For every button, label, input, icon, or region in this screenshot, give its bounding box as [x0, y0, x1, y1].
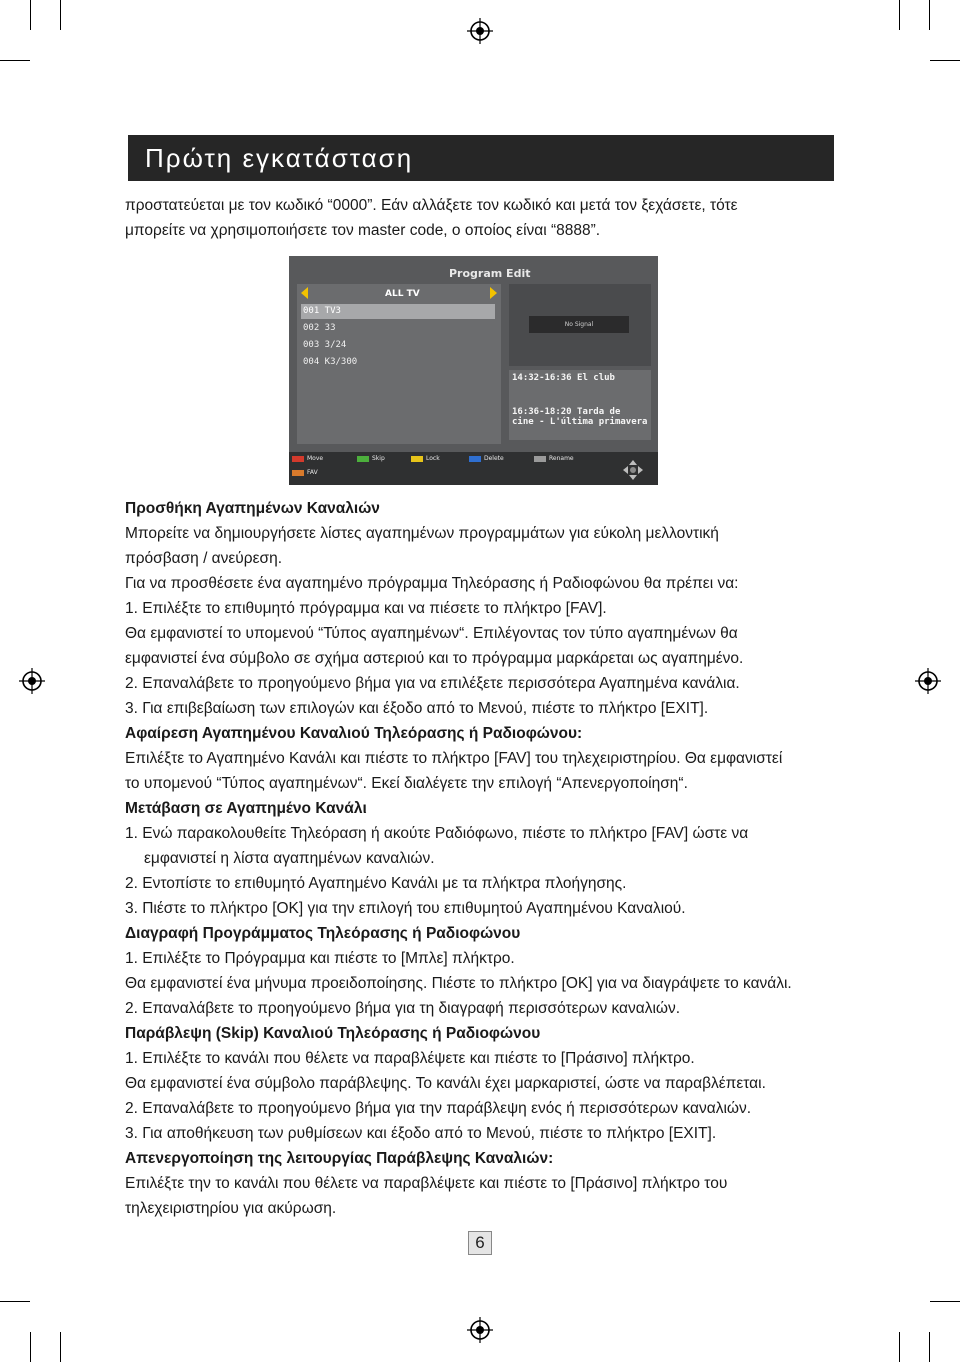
text-line: 2. Επαναλάβετε το προηγούμενο βήμα για την παράβλεψη ενός ή περισσότερων καναλιών. [125, 1100, 752, 1117]
menu-key-icon [534, 456, 546, 462]
crop-mark [930, 1301, 960, 1302]
registration-mark-icon [19, 668, 45, 694]
section-heading: Αφαίρεση Αγαπημένου Καναλιού Τηλεόρασης ή Ραδιοφώνου: [125, 725, 583, 742]
hint-delete: Delete [469, 455, 504, 462]
screenshot-title: Program Edit [449, 267, 531, 280]
text-line: Θα εμφανιστεί το υπομενού “Τύπος αγαπημένων“. Επιλέγοντας τον τύπο αγαπημένων θα [125, 625, 738, 642]
text-line: το υπομενού “Τύπος αγαπημένων“. Εκεί διαλέγετε την επιλογή “Απενεργοποίηση“. [125, 775, 688, 792]
crop-mark [0, 1301, 30, 1302]
section-heading: Απενεργοποίηση της λειτουργίας Παράβλεψης Καναλιών: [125, 1150, 554, 1167]
text-line: εμφανιστεί ένα σύμβολο σε σχήμα αστεριού και το πρόγραμμα μαρκάρεται ως αγαπημένο. [125, 650, 744, 667]
text-line: Μπορείτε να δημιουργήσετε λίστες αγαπημένων προγραμμάτων για εύκολη μελλοντική [125, 525, 719, 542]
key-hint-bar [289, 452, 658, 485]
intro-paragraph [125, 193, 865, 243]
crop-mark [0, 60, 30, 61]
section-header [128, 135, 834, 181]
text-line: εμφανιστεί η λίστα αγαπημένων καναλιών. [144, 850, 435, 867]
hint-fav: FAV [292, 469, 318, 476]
channel-list-panel [297, 284, 501, 444]
text-line: 1. Επιλέξτε το επιθυμητό πρόγραμμα και να πιέσετε το πλήκτρο [FAV]. [125, 600, 607, 617]
blue-key-icon [469, 456, 481, 462]
dpad-icon [623, 460, 643, 480]
crop-mark [60, 0, 61, 30]
section-heading: Διαγραφή Προγράμματος Τηλεόρασης ή Ραδιοφώνου [125, 925, 521, 942]
crop-mark [30, 0, 31, 30]
green-key-icon [357, 456, 369, 462]
text-line: 1. Επιλέξτε το Πρόγραμμα και πιέστε το [Μπλε] πλήκτρο. [125, 950, 515, 967]
page-title: Πρώτη εγκατάσταση [145, 143, 414, 173]
epg-now: 14:32-16:36 El club [512, 373, 615, 383]
hint-move: Move [292, 455, 323, 462]
epg-next: cine - L'última primavera [512, 417, 648, 427]
crop-mark [60, 1332, 61, 1362]
crop-mark [899, 0, 900, 30]
text-line: 3. Για επιβεβαίωση των επιλογών και έξοδο από το Μενού, πιέστε το πλήκτρο [EXIT]. [125, 700, 709, 717]
text-line: Για να προσθέσετε ένα αγαπημένο πρόγραμμα Τηλεόρασης ή Ραδιοφώνου θα πρέπει να: [125, 575, 739, 592]
section-heading: Μετάβαση σε Αγαπημένο Κανάλι [125, 800, 367, 817]
text-line: 1. Ενώ παρακολουθείτε Τηλεόραση ή ακούτε Ραδιόφωνο, πιέστε το πλήκτρο [FAV] ώστε να [125, 825, 749, 842]
hint-rename: Rename [534, 455, 574, 462]
text-line: Επιλέξτε την το κανάλι που θέλετε να παραβλέψετε και πιέστε το [Πράσινο] πλήκτρο του [125, 1175, 728, 1192]
section-heading: Προσθήκη Αγαπημένων Καναλιών [125, 500, 380, 517]
text-line: Επιλέξτε το Αγαπημένο Κανάλι και πιέστε το πλήκτρο [FAV] του τηλεχειριστηρίου. Θα εμφανιστεί [125, 750, 783, 767]
registration-mark-icon [467, 18, 493, 44]
text-line: προστατεύεται με τον κωδικό “0000”. Εάν αλλάξετε τον κωδικό και μετά τον ξεχάσετε, τότε [125, 197, 738, 214]
epg-next: 16:36-18:20 Tarda de [512, 407, 621, 417]
page-number: 6 [468, 1231, 492, 1255]
text-line: 2. Εντοπίστε το επιθυμητό Αγαπημένο Κανάλι με τα πλήκτρα πλοήγησης. [125, 875, 627, 892]
arrow-left-icon [301, 287, 308, 299]
text-line: πρόσβαση / ανεύρεση. [125, 550, 282, 567]
hint-lock: Lock [411, 455, 440, 462]
text-line: τηλεχειριστηρίου για ακύρωση. [125, 1200, 337, 1217]
text-line: 3. Πιέστε το πλήκτρο [OK] για την επιλογή του επιθυμητού Αγαπημένου Καναλιού. [125, 900, 686, 917]
epg-panel [509, 370, 651, 440]
hint-skip: Skip [357, 455, 385, 462]
text-line: 2. Επαναλάβετε το προηγούμενο βήμα για τη διαγραφή περισσότερων καναλιών. [125, 1000, 681, 1017]
crop-mark [930, 60, 960, 61]
arrow-right-icon [490, 287, 497, 299]
section-heading: Παράβλεψη (Skip) Καναλιού Τηλεόρασης ή Ραδιοφώνου [125, 1025, 541, 1042]
registration-mark-icon [467, 1317, 493, 1343]
crop-mark [929, 1332, 930, 1362]
text-line: Θα εμφανιστεί ένα μήνυμα προειδοποίησης. Πιέστε το πλήκτρο [OK] για να διαγράψετε το κανάλι. [125, 975, 792, 992]
channel-item: 002 33 [303, 323, 336, 333]
fav-key-icon [292, 470, 304, 476]
channel-item: 004 K3/300 [303, 357, 358, 367]
yellow-key-icon [411, 456, 423, 462]
text-line: μπορείτε να χρησιμοποιήσετε τον master code, ο οποίος είναι “8888”. [125, 222, 601, 239]
crop-mark [30, 1332, 31, 1362]
channel-item: 001 TV3 [301, 304, 495, 319]
main-text [125, 496, 865, 1221]
program-edit-screenshot [289, 256, 658, 485]
group-label: ALL TV [385, 289, 420, 299]
text-line: Θα εμφανιστεί ένα σύμβολο παράβλεψης. Το κανάλι έχει μαρκαριστεί, ώστε να παραβλέπεται. [125, 1075, 766, 1092]
registration-mark-icon [915, 668, 941, 694]
crop-mark [929, 0, 930, 30]
no-signal-box: No Signal [529, 316, 629, 333]
crop-mark [899, 1332, 900, 1362]
text-line: 2. Επαναλάβετε το προηγούμενο βήμα για να επιλέξετε περισσότερα Αγαπημένα κανάλια. [125, 675, 740, 692]
text-line: 1. Επιλέξτε το κανάλι που θέλετε να παραβλέψετε και πιέστε το [Πράσινο] πλήκτρο. [125, 1050, 695, 1067]
channel-item: 003 3/24 [303, 340, 347, 350]
red-key-icon [292, 456, 304, 462]
video-preview [509, 284, 651, 366]
text-line: 3. Για αποθήκευση των ρυθμίσεων και έξοδο από το Μενού, πιέστε το πλήκτρο [EXIT]. [125, 1125, 717, 1142]
